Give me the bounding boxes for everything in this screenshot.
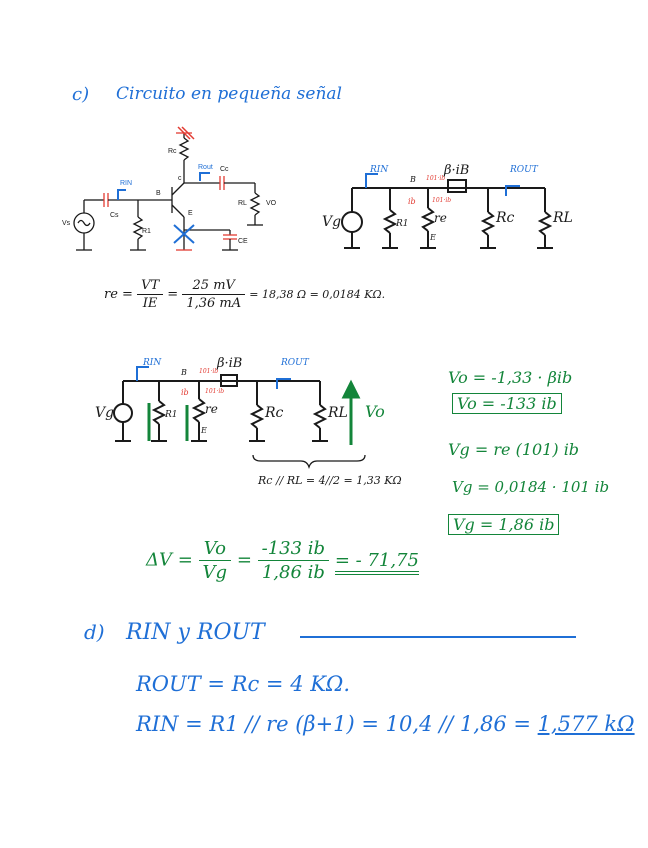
vo-label: Vo — [365, 402, 385, 421]
b-label: B — [156, 190, 161, 197]
ib-den: 1,86 ib — [261, 562, 325, 583]
rout-label: ROUT — [510, 165, 538, 175]
vo-equation-2: Vo = -133 ib — [452, 393, 562, 414]
c-label: c — [178, 175, 182, 182]
rin-equation-prefix: RIN = R1 // re (β+1) = 10,4 // 1,86 = — [136, 712, 538, 736]
re-formula — [104, 278, 385, 311]
rout-label: ROUT — [281, 358, 309, 368]
gain-result: = - 71,75 — [335, 550, 419, 575]
cc-label: Cc — [220, 166, 229, 173]
vg-label: Vg — [95, 405, 115, 421]
gain-equation — [146, 538, 419, 583]
vg-equation-1: Vg = re (101) ib — [448, 440, 580, 459]
vt-num: VT — [137, 278, 163, 295]
r1-label: R1 — [396, 219, 409, 229]
ie-den: IE — [142, 296, 158, 311]
section-d-label: d) — [84, 620, 105, 644]
gain-eq: = — [236, 549, 252, 571]
ib-fraction — [258, 538, 329, 583]
re-label: re — [205, 402, 218, 416]
small-signal-circuit-1 — [320, 160, 573, 260]
rin-result: 1,577 kΩ — [537, 712, 635, 736]
rin-label: RIN — [120, 180, 133, 187]
re-lhs: re = — [104, 287, 133, 302]
ib-label: ib — [181, 388, 189, 397]
section-d-title: RIN y ROUT — [126, 620, 265, 645]
rl-label: RL — [238, 200, 247, 207]
re-eq1: = — [167, 287, 179, 302]
rout-label: Rout — [198, 164, 213, 171]
rin-equation — [136, 712, 635, 736]
small-signal-circuit-2 — [95, 353, 395, 453]
rc-label: Rc — [265, 405, 284, 421]
node-label-2: 101·ib — [432, 197, 452, 204]
b-label: B — [410, 175, 416, 184]
node-label: 101·ib — [199, 368, 219, 375]
ib-num: -133 ib — [258, 538, 329, 561]
vg-den: Vg — [202, 562, 228, 583]
gain-lhs: ΔV = — [146, 549, 193, 571]
rin-label: RIN — [370, 165, 389, 175]
section-c-label: c) — [72, 84, 90, 105]
mv-num: 25 mV — [182, 278, 245, 295]
e-label: E — [188, 210, 193, 217]
vg-equation-2: Vg = 0,0184 · 101 ib — [452, 478, 610, 496]
parallel-resistance: Rc // RL = 4//2 = 1,33 KΩ — [258, 474, 402, 487]
amplifier-schematic — [60, 125, 285, 265]
vt-ie-fraction — [137, 278, 163, 311]
beta-ib-label: β·iB — [444, 163, 470, 178]
rout-equation: ROUT = Rc = 4 KΩ. — [136, 672, 351, 696]
cs-label: Cs — [110, 212, 119, 219]
re-result: = 18,38 Ω = 0,0184 KΩ. — [249, 288, 386, 301]
vo-equation-1: Vo = -1,33 · βib — [448, 368, 573, 387]
vs-label: Vs — [62, 220, 71, 227]
vo-vg-fraction — [199, 538, 232, 583]
vo-num: Vo — [199, 538, 232, 561]
vg-equation-3: Vg = 1,86 ib — [448, 514, 559, 535]
b-label: B — [181, 368, 187, 377]
e-label: E — [201, 426, 207, 435]
values-fraction — [182, 278, 245, 311]
section-c-title: Circuito en pequeña señal — [116, 84, 342, 104]
re-label: re — [434, 211, 447, 225]
r1-label: R1 — [142, 228, 151, 235]
node-label-2: 101·ib — [205, 388, 225, 395]
r1-label: R1 — [165, 410, 178, 420]
rl-label: RL — [553, 210, 573, 226]
vo-label: VO — [266, 200, 277, 207]
rl-label: RL — [328, 405, 348, 421]
e-label: E — [430, 233, 436, 242]
section-d-rule — [300, 636, 576, 638]
ce-label: CE — [238, 238, 248, 245]
beta-ib-label: β·iB — [217, 356, 243, 371]
rin-label: RIN — [143, 358, 162, 368]
vg-label: Vg — [322, 214, 342, 230]
ma-den: 1,36 mA — [186, 296, 242, 311]
rc-label: Rc — [168, 148, 177, 155]
node-label: 101·ib — [426, 175, 446, 182]
ib-label: ib — [408, 197, 416, 206]
rc-label: Rc — [496, 210, 515, 226]
